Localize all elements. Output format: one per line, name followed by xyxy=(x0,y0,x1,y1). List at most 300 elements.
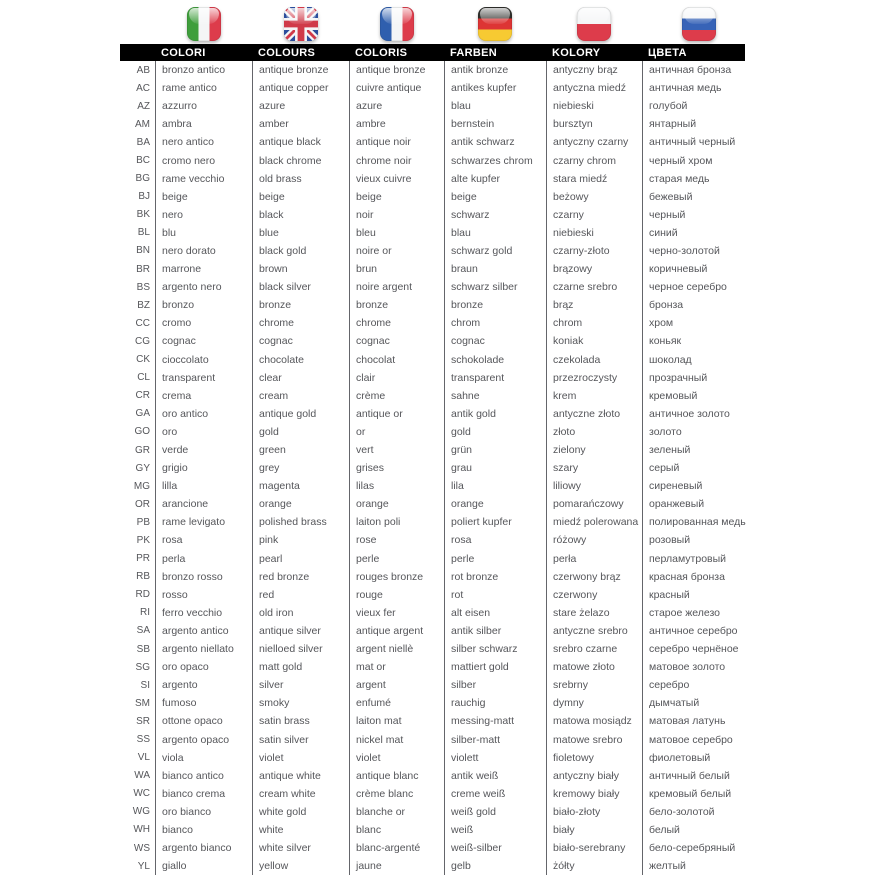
color-name-italian: oro antico xyxy=(155,405,252,423)
color-name-italian: crema xyxy=(155,387,252,405)
column-header-russian: ЦВЕТА xyxy=(648,46,687,59)
color-code: CK xyxy=(136,354,150,366)
color-name-french: antique noir xyxy=(349,133,444,151)
color-name-russian: белый xyxy=(642,821,775,839)
color-name-german: chrom xyxy=(444,314,546,332)
color-name-french: rouge xyxy=(349,586,444,604)
table-row xyxy=(120,767,775,785)
color-name-english: beige xyxy=(252,188,349,206)
color-code: BR xyxy=(136,263,150,275)
color-name-french: vieux fer xyxy=(349,604,444,622)
color-name-italian: cioccolato xyxy=(155,351,252,369)
color-name-german: bernstein xyxy=(444,115,546,133)
color-name-polish: przezroczysty xyxy=(546,369,642,387)
color-name-polish: czekolada xyxy=(546,351,642,369)
color-code: WG xyxy=(132,806,150,818)
color-name-english: chrome xyxy=(252,314,349,332)
color-name-english: orange xyxy=(252,495,349,513)
color-name-polish: matowe srebro xyxy=(546,730,642,748)
color-name-italian: nero dorato xyxy=(155,242,252,260)
color-name-russian: красная бронза xyxy=(642,568,775,586)
color-code: BC xyxy=(136,155,150,167)
united-kingdom-flag-icon xyxy=(284,7,318,41)
france-flag-icon xyxy=(380,7,414,41)
color-name-english: white xyxy=(252,821,349,839)
color-name-english: antique white xyxy=(252,767,349,785)
table-body xyxy=(120,61,775,875)
color-code: SG xyxy=(135,661,150,673)
color-name-russian: старое железо xyxy=(642,604,775,622)
color-name-french: noire or xyxy=(349,242,444,260)
table-row xyxy=(120,441,775,459)
table-row xyxy=(120,79,775,97)
color-name-russian: дымчатый xyxy=(642,694,775,712)
color-name-polish: złoto xyxy=(546,423,642,441)
color-name-french: blanche or xyxy=(349,803,444,821)
color-name-italian: cognac xyxy=(155,332,252,350)
color-code: RD xyxy=(135,589,150,601)
color-name-english: bronze xyxy=(252,296,349,314)
color-name-italian: rosa xyxy=(155,531,252,549)
color-code: AC xyxy=(136,82,150,94)
color-name-french: crème blanc xyxy=(349,785,444,803)
table-row xyxy=(120,568,775,586)
color-code: BZ xyxy=(137,299,150,311)
color-code: SI xyxy=(140,679,150,691)
color-name-french: brun xyxy=(349,260,444,278)
color-name-polish: bursztyn xyxy=(546,115,642,133)
color-name-polish: różowy xyxy=(546,531,642,549)
color-code: GO xyxy=(134,426,150,438)
color-name-russian: бронза xyxy=(642,296,775,314)
color-name-russian: хром xyxy=(642,314,775,332)
color-name-french: azure xyxy=(349,97,444,115)
poland-flag-icon xyxy=(577,7,611,41)
color-name-french: rose xyxy=(349,531,444,549)
color-name-polish: biało-złoty xyxy=(546,803,642,821)
color-name-italian: cromo nero xyxy=(155,151,252,169)
color-name-french: cognac xyxy=(349,332,444,350)
color-name-polish: czarne srebro xyxy=(546,278,642,296)
color-name-french: chrome noir xyxy=(349,151,444,169)
color-name-english: black gold xyxy=(252,242,349,260)
color-name-french: enfumé xyxy=(349,694,444,712)
color-code: YL xyxy=(137,860,150,872)
color-name-french: jaune xyxy=(349,857,444,875)
table-row xyxy=(120,314,775,332)
color-name-italian: ottone opaco xyxy=(155,712,252,730)
color-code: BJ xyxy=(138,191,150,203)
color-name-german: antik gold xyxy=(444,405,546,423)
color-name-russian: коньяк xyxy=(642,332,775,350)
color-name-french: chocolat xyxy=(349,351,444,369)
color-name-italian: transparent xyxy=(155,369,252,387)
color-name-english: black chrome xyxy=(252,151,349,169)
color-name-russian: черный xyxy=(642,206,775,224)
color-name-russian: кремовый белый xyxy=(642,785,775,803)
color-name-polish: antyczne złoto xyxy=(546,405,642,423)
color-name-russian: античная медь xyxy=(642,79,775,97)
color-name-german: silber-matt xyxy=(444,730,546,748)
color-name-russian: зеленый xyxy=(642,441,775,459)
color-name-polish: antyczny czarny xyxy=(546,133,642,151)
color-name-english: antique bronze xyxy=(252,61,349,79)
color-name-german: silber xyxy=(444,676,546,694)
color-name-polish: brąz xyxy=(546,296,642,314)
color-name-german: weiß-silber xyxy=(444,839,546,857)
color-code: WS xyxy=(133,842,150,854)
color-name-italian: oro xyxy=(155,423,252,441)
color-name-russian: античное золото xyxy=(642,405,775,423)
table-row xyxy=(120,260,775,278)
color-name-russian: бело-серебряный xyxy=(642,839,775,857)
color-name-polish: antyczne srebro xyxy=(546,622,642,640)
color-name-german: blau xyxy=(444,97,546,115)
color-code: WA xyxy=(134,770,150,782)
color-code: BG xyxy=(135,173,150,185)
color-name-french: laiton mat xyxy=(349,712,444,730)
table-row xyxy=(120,821,775,839)
table-row xyxy=(120,242,775,260)
color-name-russian: античный белый xyxy=(642,767,775,785)
color-name-english: white gold xyxy=(252,803,349,821)
color-name-english: pearl xyxy=(252,550,349,568)
color-name-english: red xyxy=(252,586,349,604)
color-name-italian: ambra xyxy=(155,115,252,133)
color-name-german: antik silber xyxy=(444,622,546,640)
color-name-english: black silver xyxy=(252,278,349,296)
color-name-russian: синий xyxy=(642,224,775,242)
color-name-polish: srebro czarne xyxy=(546,640,642,658)
color-name-german: rosa xyxy=(444,531,546,549)
color-name-french: rouges bronze xyxy=(349,568,444,586)
color-name-italian: beige xyxy=(155,188,252,206)
color-name-russian: полированная медь xyxy=(642,513,775,531)
table-row xyxy=(120,694,775,712)
color-name-italian: bianco antico xyxy=(155,767,252,785)
color-code: AZ xyxy=(137,100,150,112)
color-code: RI xyxy=(140,607,150,619)
color-name-polish: biało-serebrany xyxy=(546,839,642,857)
color-code: BK xyxy=(136,209,150,221)
color-name-german: antik schwarz xyxy=(444,133,546,151)
color-name-polish: czarny chrom xyxy=(546,151,642,169)
color-name-english: white silver xyxy=(252,839,349,857)
color-name-italian: argento opaco xyxy=(155,730,252,748)
color-name-french: blanc-argenté xyxy=(349,839,444,857)
color-name-french: bronze xyxy=(349,296,444,314)
color-code: GY xyxy=(135,462,150,474)
color-name-russian: прозрачный xyxy=(642,369,775,387)
color-name-english: matt gold xyxy=(252,658,349,676)
color-code: SS xyxy=(136,734,150,746)
color-name-english: yellow xyxy=(252,857,349,875)
color-name-french: antique bronze xyxy=(349,61,444,79)
color-code: CC xyxy=(135,317,150,329)
color-name-german: transparent xyxy=(444,369,546,387)
color-name-polish: chrom xyxy=(546,314,642,332)
color-name-french: antique blanc xyxy=(349,767,444,785)
color-name-german: creme weiß xyxy=(444,785,546,803)
color-name-italian: perla xyxy=(155,550,252,568)
color-name-italian: bronzo antico xyxy=(155,61,252,79)
color-name-italian: bronzo xyxy=(155,296,252,314)
color-name-polish: matowa mosiądz xyxy=(546,712,642,730)
color-name-english: nielloed silver xyxy=(252,640,349,658)
color-name-polish: koniak xyxy=(546,332,642,350)
color-name-english: satin silver xyxy=(252,730,349,748)
color-name-russian: античная бронза xyxy=(642,61,775,79)
color-name-french: blanc xyxy=(349,821,444,839)
table-row xyxy=(120,387,775,405)
color-name-english: satin brass xyxy=(252,712,349,730)
color-name-french: or xyxy=(349,423,444,441)
color-name-german: alt eisen xyxy=(444,604,546,622)
color-name-italian: argento bianco xyxy=(155,839,252,857)
color-code: BL xyxy=(137,227,150,239)
color-name-english: polished brass xyxy=(252,513,349,531)
color-name-german: gelb xyxy=(444,857,546,875)
color-name-polish: fioletowy xyxy=(546,749,642,767)
table-row xyxy=(120,351,775,369)
table-row xyxy=(120,730,775,748)
color-code: CL xyxy=(137,372,150,384)
color-name-italian: rame vecchio xyxy=(155,170,252,188)
color-name-german: mattiert gold xyxy=(444,658,546,676)
color-name-italian: verde xyxy=(155,441,252,459)
color-name-italian: rosso xyxy=(155,586,252,604)
color-code: SB xyxy=(136,643,150,655)
color-name-french: antique or xyxy=(349,405,444,423)
color-name-russian: желтый xyxy=(642,857,775,875)
color-name-polish: perła xyxy=(546,550,642,568)
color-name-russian: голубой xyxy=(642,97,775,115)
table-row xyxy=(120,785,775,803)
color-name-russian: бежевый xyxy=(642,188,775,206)
color-name-polish: brązowy xyxy=(546,260,642,278)
color-name-russian: коричневый xyxy=(642,260,775,278)
color-name-english: old brass xyxy=(252,170,349,188)
table-row xyxy=(120,405,775,423)
color-name-french: beige xyxy=(349,188,444,206)
color-code: BS xyxy=(136,281,150,293)
color-name-polish: matowe złoto xyxy=(546,658,642,676)
color-name-russian: серебро чернёное xyxy=(642,640,775,658)
table-row xyxy=(120,586,775,604)
color-name-english: violet xyxy=(252,749,349,767)
color-name-german: antik weiß xyxy=(444,767,546,785)
color-name-russian: античный черный xyxy=(642,133,775,151)
color-code: AM xyxy=(135,118,150,130)
color-name-english: old iron xyxy=(252,604,349,622)
color-name-russian: золото xyxy=(642,423,775,441)
color-code: SM xyxy=(135,697,150,709)
color-name-german: poliert kupfer xyxy=(444,513,546,531)
color-name-english: cream white xyxy=(252,785,349,803)
color-name-german: lila xyxy=(444,477,546,495)
color-name-polish: zielony xyxy=(546,441,642,459)
table-row xyxy=(120,61,775,79)
color-name-italian: oro opaco xyxy=(155,658,252,676)
color-name-english: antique black xyxy=(252,133,349,151)
color-code: GA xyxy=(135,408,150,420)
table-row xyxy=(120,513,775,531)
color-name-polish: antyczny biały xyxy=(546,767,642,785)
color-name-polish: kremowy biały xyxy=(546,785,642,803)
color-name-russian: серебро xyxy=(642,676,775,694)
color-name-french: argent xyxy=(349,676,444,694)
table-row xyxy=(120,477,775,495)
color-name-english: blue xyxy=(252,224,349,242)
color-code: AB xyxy=(136,64,150,76)
color-name-french: perle xyxy=(349,550,444,568)
color-name-german: perle xyxy=(444,550,546,568)
color-name-french: nickel mat xyxy=(349,730,444,748)
color-code: PR xyxy=(136,553,150,565)
color-code: CG xyxy=(135,335,150,347)
color-code: BN xyxy=(136,245,150,257)
color-name-italian: rame levigato xyxy=(155,513,252,531)
column-header-english: COLOURS xyxy=(258,46,316,59)
table-row xyxy=(120,170,775,188)
table-row xyxy=(120,839,775,857)
table-row xyxy=(120,495,775,513)
color-name-italian: azzurro xyxy=(155,97,252,115)
color-name-english: brown xyxy=(252,260,349,278)
color-name-russian: античное серебро xyxy=(642,622,775,640)
color-name-russian: матовое золото xyxy=(642,658,775,676)
color-name-french: orange xyxy=(349,495,444,513)
color-name-russian: черное серебро xyxy=(642,278,775,296)
color-name-italian: argento niellato xyxy=(155,640,252,658)
color-name-english: chocolate xyxy=(252,351,349,369)
color-name-french: lilas xyxy=(349,477,444,495)
color-code: OR xyxy=(135,498,150,510)
table-row xyxy=(120,369,775,387)
color-name-german: bronze xyxy=(444,296,546,314)
column-header-german: FARBEN xyxy=(450,46,498,59)
table-row xyxy=(120,531,775,549)
color-name-french: noir xyxy=(349,206,444,224)
color-name-polish: pomarańczowy xyxy=(546,495,642,513)
color-name-polish: żółty xyxy=(546,857,642,875)
color-name-polish: czerwony brąz xyxy=(546,568,642,586)
color-name-french: chrome xyxy=(349,314,444,332)
color-name-german: rot xyxy=(444,586,546,604)
color-name-german: braun xyxy=(444,260,546,278)
color-code: RB xyxy=(136,571,150,583)
color-name-russian: кремовый xyxy=(642,387,775,405)
color-name-english: antique copper xyxy=(252,79,349,97)
color-name-russian: черно-золотой xyxy=(642,242,775,260)
table-row xyxy=(120,332,775,350)
color-name-german: beige xyxy=(444,188,546,206)
color-name-english: cream xyxy=(252,387,349,405)
table-row xyxy=(120,550,775,568)
color-name-german: sahne xyxy=(444,387,546,405)
color-name-italian: viola xyxy=(155,749,252,767)
color-name-french: ambre xyxy=(349,115,444,133)
color-name-german: antik bronze xyxy=(444,61,546,79)
color-name-polish: krem xyxy=(546,387,642,405)
color-name-german: rauchig xyxy=(444,694,546,712)
color-name-italian: nero xyxy=(155,206,252,224)
color-name-russian: матовое серебро xyxy=(642,730,775,748)
russia-flag-icon xyxy=(682,7,716,41)
color-name-german: grau xyxy=(444,459,546,477)
color-name-russian: красный xyxy=(642,586,775,604)
color-name-russian: бело-золотой xyxy=(642,803,775,821)
color-name-german: schwarz xyxy=(444,206,546,224)
color-name-italian: giallo xyxy=(155,857,252,875)
table-row xyxy=(120,712,775,730)
color-name-french: laiton poli xyxy=(349,513,444,531)
color-name-french: bleu xyxy=(349,224,444,242)
color-name-english: gold xyxy=(252,423,349,441)
color-name-italian: arancione xyxy=(155,495,252,513)
color-name-german: alte kupfer xyxy=(444,170,546,188)
table-row xyxy=(120,604,775,622)
color-code: WC xyxy=(133,788,150,800)
color-name-polish: niebieski xyxy=(546,97,642,115)
color-name-german: schwarzes chrom xyxy=(444,151,546,169)
color-name-russian: сиреневый xyxy=(642,477,775,495)
color-name-french: argent niellè xyxy=(349,640,444,658)
color-name-italian: oro bianco xyxy=(155,803,252,821)
color-name-italian: fumoso xyxy=(155,694,252,712)
table-row xyxy=(120,676,775,694)
color-code: CR xyxy=(135,390,150,402)
column-header-italian: COLORI xyxy=(161,46,206,59)
color-name-english: grey xyxy=(252,459,349,477)
color-name-polish: biały xyxy=(546,821,642,839)
table-row xyxy=(120,459,775,477)
color-name-german: weiß xyxy=(444,821,546,839)
color-code: WH xyxy=(133,824,150,836)
color-name-german: schwarz gold xyxy=(444,242,546,260)
color-name-german: schwarz silber xyxy=(444,278,546,296)
color-name-english: silver xyxy=(252,676,349,694)
color-name-italian: rame antico xyxy=(155,79,252,97)
color-name-english: black xyxy=(252,206,349,224)
color-name-english: smoky xyxy=(252,694,349,712)
color-code: PK xyxy=(136,534,150,546)
color-name-italian: bronzo rosso xyxy=(155,568,252,586)
color-name-polish: srebrny xyxy=(546,676,642,694)
color-name-german: violett xyxy=(444,749,546,767)
table-row xyxy=(120,133,775,151)
color-name-russian: перламутровый xyxy=(642,550,775,568)
color-name-polish: czarny-złoto xyxy=(546,242,642,260)
color-name-russian: янтарный xyxy=(642,115,775,133)
table-row xyxy=(120,151,775,169)
color-name-french: crème xyxy=(349,387,444,405)
color-name-polish: czerwony xyxy=(546,586,642,604)
color-code: SR xyxy=(136,715,150,727)
color-name-french: violet xyxy=(349,749,444,767)
color-name-english: magenta xyxy=(252,477,349,495)
table-row xyxy=(120,749,775,767)
table-row xyxy=(120,115,775,133)
color-name-german: blau xyxy=(444,224,546,242)
color-name-italian: nero antico xyxy=(155,133,252,151)
color-name-polish: antyczna miedź xyxy=(546,79,642,97)
color-name-italian: cromo xyxy=(155,314,252,332)
color-name-french: vert xyxy=(349,441,444,459)
color-name-italian: argento nero xyxy=(155,278,252,296)
table-row xyxy=(120,857,775,875)
color-name-german: cognac xyxy=(444,332,546,350)
